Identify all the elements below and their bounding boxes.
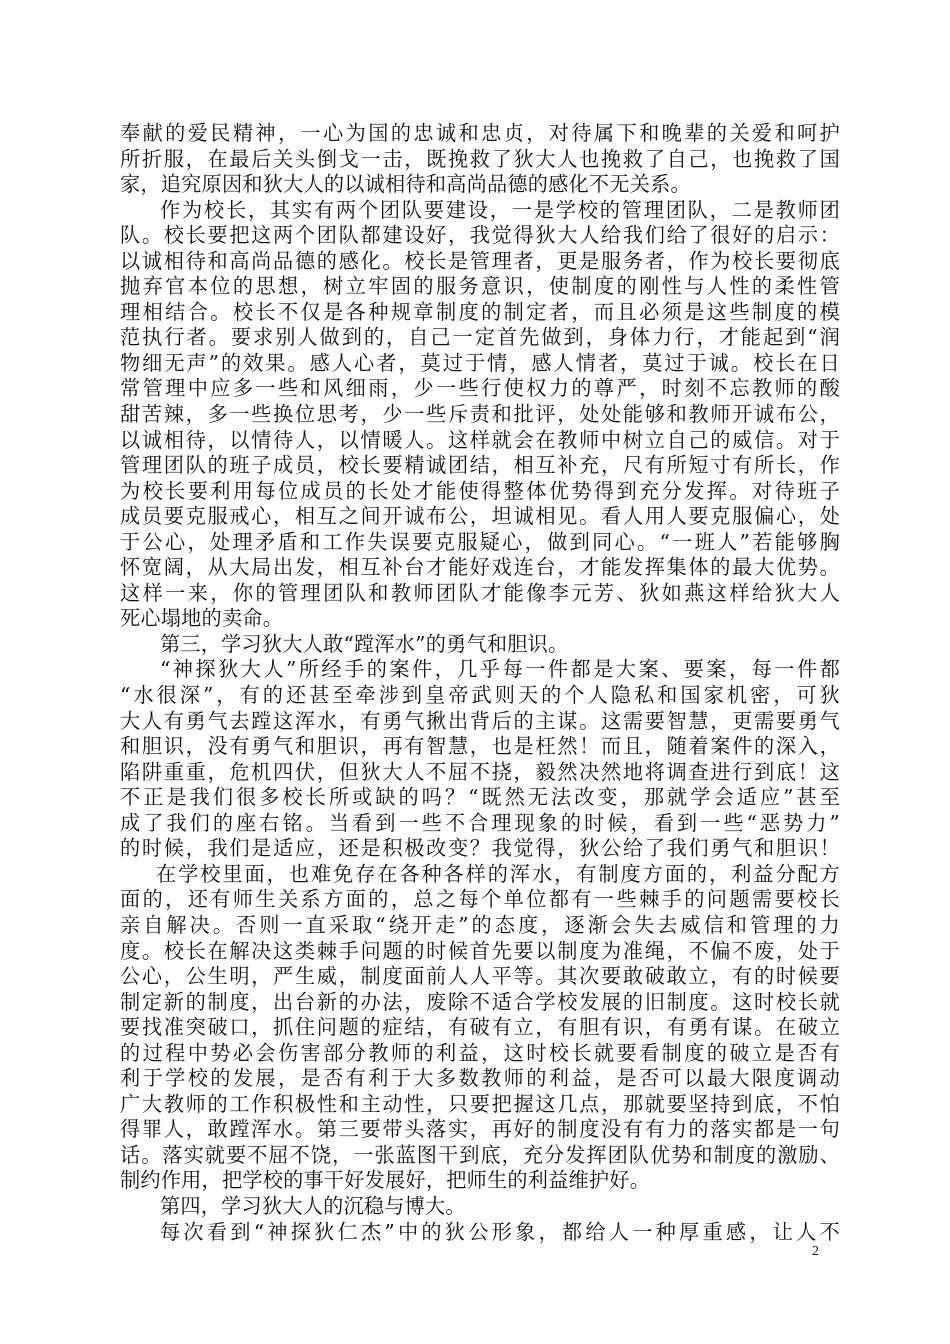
text-line: 管理团队的班子成员，校长要精诚团结，相互补充，尺有所短寸有所长，作	[120, 453, 840, 478]
text-line: 第三，学习狄大人敢“蹚浑水”的勇气和胆识。	[160, 631, 569, 656]
text-line: 怀宽阔，从大局出发，相互补台才能好戏连台，才能发挥集体的最大优势。	[120, 555, 840, 580]
text-line: 队。校长要把这两个团队都建设好，我觉得狄大人给我们给了很好的启示：	[120, 223, 840, 248]
text-line: 以诚相待和高尚品德的感化。校长是管理者，更是服务者，作为校长要彻底	[120, 248, 840, 273]
text-line: 话。落实就要不屈不饶，一张蓝图干到底，充分发挥团队优势和制度的激励、	[120, 1142, 840, 1167]
text-line: 亲自解决。否则一直采取“绕开走”的态度，逐渐会失去威信和管理的力	[120, 912, 840, 937]
text-line: 的过程中势必会伤害部分教师的利益，这时校长就要看制度的破立是否有	[120, 1040, 840, 1065]
text-line: “水很深”，有的还甚至牵涉到皇帝武则天的个人隐私和国家机密，可狄	[120, 683, 840, 708]
text-line: 公心，公生明，严生威，制度面前人人平等。其次要敢破敢立，有的时候要	[120, 964, 840, 989]
text-line: 死心塌地的卖命。	[120, 606, 284, 631]
text-line: 要找准突破口，抓住问题的症结，有破有立，有胆有识，有勇有谋。在破立	[120, 1015, 840, 1040]
text-line: 所折服，在最后关头倒戈一击，既挽救了狄大人也挽救了自己，也挽救了国	[120, 146, 840, 171]
text-line: 物细无声”的效果。感人心者，莫过于情，感人情者，莫过于诚。校长在日	[120, 350, 840, 375]
page-number: 2	[812, 1244, 819, 1259]
text-line: 制约作用，把学校的事干好发展好，把师生的利益维护好。	[120, 1168, 651, 1193]
body-text	[120, 121, 840, 1245]
text-line: 陷阱重重，危机四伏，但狄大人不屈不挠，毅然决然地将调查进行到底！这	[120, 759, 840, 784]
text-line: 广大教师的工作积极性和主动性，只要把握这几点，那就要坚持到底，不怕	[120, 1091, 840, 1116]
text-line: “神探狄大人”所经手的案件，几乎每一件都是大案、要案，每一件都	[160, 657, 840, 682]
text-line: 度。校长在解决这类棘手问题的时候首先要以制度为准绳，不偏不废，处于	[120, 938, 840, 963]
text-line: 家，追究原因和狄大人的以诚相待和高尚品德的感化不无关系。	[120, 172, 691, 197]
text-line: 利于学校的发展，是否有利于大多数教师的利益，是否可以最大限度调动	[120, 1066, 840, 1091]
text-line: 不正是我们很多校长所或缺的吗？“既然无法改变，那就学会适应”甚至	[120, 785, 840, 810]
text-line: 得罪人，敢蹚浑水。第三要带头落实，再好的制度没有有力的落实都是一句	[120, 1117, 840, 1142]
text-line: 于公心，处理矛盾和工作失误要克服疑心，做到同心。“一班人”若能够胸	[120, 529, 840, 554]
text-line: 每次看到“神探狄仁杰”中的狄公形象，都给人一种厚重感，让人不	[160, 1219, 840, 1244]
text-line: 和胆识，没有勇气和胆识，再有智慧，也是枉然！而且，随着案件的深入，	[120, 734, 840, 759]
text-line: 面的，还有师生关系方面的，总之每个单位都有一些棘手的问题需要校长	[120, 887, 840, 912]
text-line: 在学校里面，也难免存在各种各样的浑水，有制度方面的，利益分配方	[156, 861, 840, 886]
text-line: 这样一来，你的管理团队和教师团队才能像李元芳、狄如燕这样给狄大人	[120, 580, 840, 605]
text-line: 理相结合。校长不仅是各种规章制度的制定者，而且必须是这些制度的模	[120, 299, 840, 324]
text-line: 的时候，我们是适应，还是积极改变？我觉得，狄公给了我们勇气和胆识！	[120, 836, 840, 861]
text-line: 以诚相待，以情待人，以情暖人。这样就会在教师中树立自己的威信。对于	[120, 427, 840, 452]
text-line: 抛弃官本位的思想，树立牢固的服务意识，使制度的刚性与人性的柔性管	[120, 274, 840, 299]
text-line: 甜苦辣，多一些换位思考，少一些斥责和批评，处处能够和教师开诚布公，	[120, 402, 840, 427]
text-line: 成员要克服戒心，相互之间开诚布公，坦诚相见。看人用人要克服偏心，处	[120, 504, 840, 529]
text-line: 奉献的爱民精神，一心为国的忠诚和忠贞，对待属下和晚辈的关爱和呵护	[120, 121, 840, 145]
text-line: 为校长要利用每位成员的长处才能使得整体优势得到充分发挥。对待班子	[120, 478, 840, 503]
text-line: 常管理中应多一些和风细雨，少一些行使权力的尊严，时刻不忘教师的酸	[120, 376, 840, 401]
text-line: 范执行者。要求别人做到的，自己一定首先做到，身体力行，才能起到“润	[120, 325, 840, 350]
text-line: 第四，学习狄大人的沉稳与博大。	[160, 1193, 466, 1218]
text-line: 大人有勇气去蹚这浑水，有勇气揪出背后的主谋。这需要智慧，更需要勇气	[120, 708, 840, 733]
text-line: 成了我们的座右铭。当看到一些不合理现象的时候，看到一些“恶势力”	[120, 810, 840, 835]
text-line: 作为校长，其实有两个团队要建设，一是学校的管理团队，二是教师团	[160, 197, 840, 222]
text-line: 制定新的制度，出台新的办法，废除不适合学校发展的旧制度。这时校长就	[120, 989, 840, 1014]
